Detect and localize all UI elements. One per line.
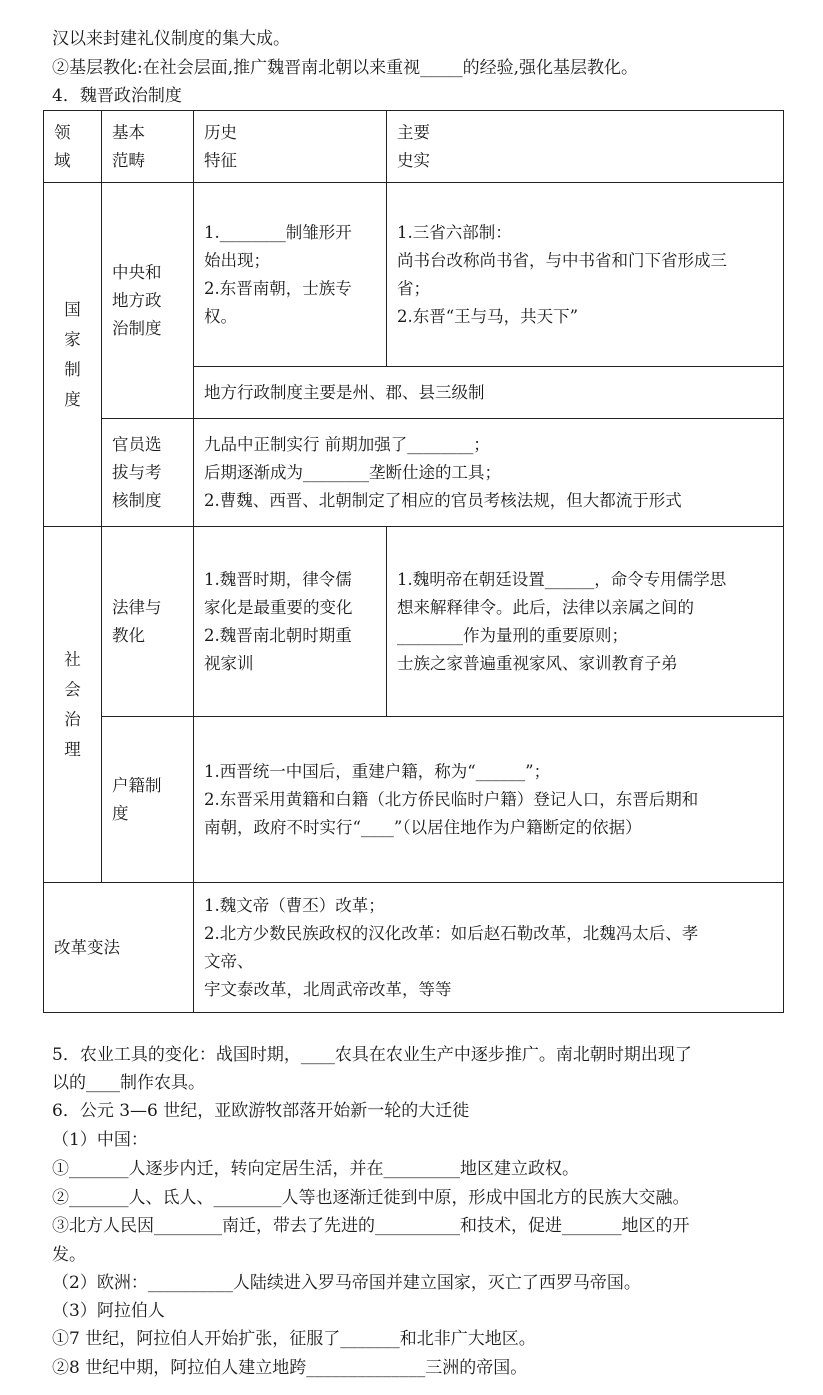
category-central-local: 中央和 地方政 治制度 — [102, 183, 194, 419]
top-line-2: ②基层教化:在社会层面,推广魏晋南北朝以来重视_____的经验,强化基层教化。 — [52, 58, 639, 78]
bottom-line-7: ③北方人民因________南迁，带去了先进的__________和技术，促进_______地区的开 — [52, 1216, 690, 1236]
bottom-line-1: 5．农业工具的变化：战国时期，____农具在农业生产中逐步推广。南北朝时期出现了 — [52, 1045, 692, 1065]
header-domain: 领 域 — [44, 111, 102, 183]
domain-social-governance: 社 会 治 理 — [44, 527, 102, 883]
bottom-line-4: （1）中国： — [52, 1130, 148, 1150]
bottom-line-6: ②_______人、氐人、________人等也逐渐迁徙到中原，形成中国北方的民族大交融。 — [52, 1188, 690, 1208]
reform-label: 改革变法 — [44, 883, 194, 1013]
facts-central-local: 1.三省六部制： 尚书台改称尚书省，与中书省和门下省形成三 省； 2.东晋“王与马，共天下” — [387, 183, 784, 367]
category-household: 户籍制 度 — [102, 717, 194, 883]
table-row — [44, 419, 784, 527]
bottom-line-2: 以的____制作农具。 — [52, 1073, 205, 1093]
header-category: 基本 范畴 — [102, 111, 194, 183]
features-law: 1.魏晋时期，律令儒 家化是最重要的变化 2.魏晋南北朝时期重 视家训 — [194, 527, 387, 717]
bottom-line-8: 发。 — [52, 1245, 86, 1265]
bottom-line-11: ①7 世纪，阿拉伯人开始扩张，征服了_______和北非广大地区。 — [52, 1329, 536, 1349]
bottom-line-3: 6．公元 3—6 世纪，亚欧游牧部落开始新一轮的大迁徙 — [52, 1101, 470, 1121]
section-heading-4: 4．魏晋政治制度 — [52, 86, 182, 106]
table-row — [44, 883, 784, 1013]
bottom-line-5: ①_______人逐步内迁，转向定居生活，并在_________地区建立政权。 — [52, 1159, 579, 1179]
household-content: 1.西晋统一中国后，重建户籍，称为“______”； 2.东晋采用黄籍和白籍（北方侨民临时户籍）登记人口，东晋后期和 南朝，政府不时实行“____”（以居住地作为户籍断定的依据） — [194, 717, 784, 883]
table-header-row — [44, 111, 784, 183]
reform-content: 1.魏文帝（曹丕）改革； 2.北方少数民族政权的汉化改革：如后赵石勒改革，北魏冯太后、孝 文帝、 宇文泰改革，北周武帝改革，等等 — [194, 883, 784, 1013]
domain-state-system: 国 家 制 度 — [44, 183, 102, 527]
table-row — [44, 527, 784, 717]
bottom-line-12: ②8 世纪中期，阿拉伯人建立地跨______________三洲的帝国。 — [52, 1358, 528, 1378]
officials-content: 九品中正制实行 前期加强了________； 后期逐渐成为________垄断仕途的工具； 2.曹魏、西晋、北朝制定了相应的官员考核法规，但大都流于形式 — [194, 419, 784, 527]
table-row — [44, 717, 784, 883]
header-facts: 主要 史实 — [387, 111, 784, 183]
wei-jin-political-table — [43, 110, 784, 1013]
category-officials: 官员选 拔与考 核制度 — [102, 419, 194, 527]
features-central-local: 1.________制雏形开 始出现； 2.东晋南朝，士族专 权。 — [194, 183, 387, 367]
top-line-1: 汉以来封建礼仪制度的集大成。 — [52, 29, 290, 49]
category-law: 法律与 教化 — [102, 527, 194, 717]
facts-law: 1.魏明帝在朝廷设置______，命令专用儒学思 想来解释律令。此后，法律以亲属之间的 ________作为量刑的重要原则； 士族之家普遍重视家风、家训教育子弟 — [387, 527, 784, 717]
bottom-line-9: （2）欧洲：__________人陆续进入罗马帝国并建立国家，灭亡了西罗马帝国。 — [52, 1273, 641, 1293]
table-row — [44, 183, 784, 367]
bottom-line-10: （3）阿拉伯人 — [52, 1301, 165, 1321]
header-features: 历史 特征 — [194, 111, 387, 183]
local-admin-cell: 地方行政制度主要是州、郡、县三级制 — [194, 367, 784, 419]
